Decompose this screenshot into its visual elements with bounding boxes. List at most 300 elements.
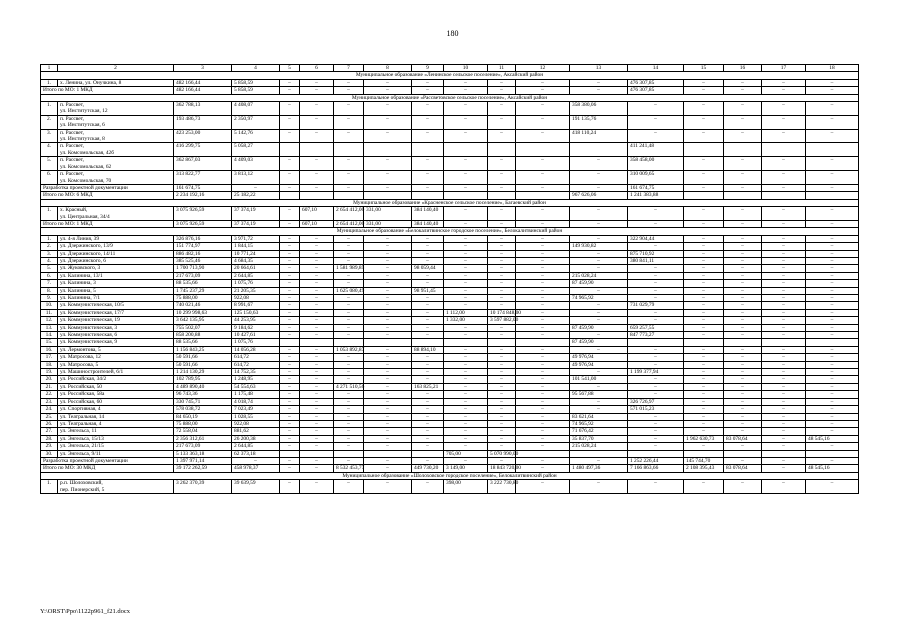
building-address bbox=[58, 406, 174, 413]
value-cell: – bbox=[488, 332, 516, 339]
value-cell: – bbox=[444, 413, 488, 420]
address-line: ул. Энгельса, 9/11 bbox=[60, 450, 101, 457]
value-cell: 10 771,24 bbox=[232, 250, 280, 257]
value-cell bbox=[806, 143, 859, 157]
value-cell: 2 644,85 bbox=[232, 443, 280, 450]
value-cell: 4 409,03 bbox=[232, 157, 280, 171]
building-row bbox=[41, 435, 859, 442]
value-cell: – bbox=[364, 302, 412, 309]
value-cell: – bbox=[334, 302, 364, 309]
value-cell: – bbox=[444, 257, 488, 264]
value-cell: – bbox=[300, 79, 334, 86]
value-cell: – bbox=[806, 265, 859, 272]
building-row bbox=[41, 243, 859, 250]
building-row bbox=[41, 171, 859, 185]
value-cell: – bbox=[570, 369, 628, 376]
value-cell: – bbox=[444, 272, 488, 279]
value-cell: – bbox=[724, 257, 762, 264]
value-cell: 151 774,97 bbox=[174, 243, 232, 250]
value-cell: 83 621,64 bbox=[570, 413, 628, 420]
value-cell: – bbox=[364, 243, 412, 250]
value-cell: 215 028,24 bbox=[570, 443, 628, 450]
row-number: 18. bbox=[41, 361, 58, 368]
value-cell: 416 299,75 bbox=[174, 143, 232, 157]
address-line: ул. Театральная, 14 bbox=[60, 413, 105, 420]
value-cell: – bbox=[412, 317, 444, 324]
value-cell: – bbox=[724, 376, 762, 383]
building-row bbox=[41, 143, 859, 157]
value-cell: 4 489 890,40 bbox=[174, 383, 232, 390]
value-cell: – bbox=[684, 420, 724, 427]
address-line: п. Рассвет, bbox=[60, 115, 84, 122]
value-cell: – bbox=[300, 87, 334, 94]
value-cell: – bbox=[806, 324, 859, 331]
value-cell: – bbox=[300, 295, 334, 302]
value-cell: – bbox=[762, 480, 806, 494]
value-cell: 1 241 383,88 bbox=[628, 192, 684, 199]
value-cell: – bbox=[516, 457, 570, 464]
value-cell: 1 397 971,14 bbox=[174, 457, 232, 464]
value-cell: – bbox=[280, 428, 300, 435]
value-cell: – bbox=[762, 406, 806, 413]
value-cell: – bbox=[280, 257, 300, 264]
value-cell bbox=[364, 192, 412, 199]
address-line: ул. Комсомольская, 62 bbox=[60, 163, 112, 170]
value-cell: – bbox=[364, 361, 412, 368]
value-cell: – bbox=[724, 235, 762, 242]
row-number: 9. bbox=[41, 295, 58, 302]
value-cell: – bbox=[488, 171, 516, 185]
value-cell: 1 199 377,94 bbox=[628, 369, 684, 376]
value-cell: – bbox=[762, 207, 806, 221]
building-address bbox=[58, 420, 174, 427]
value-cell: 1 625 080,49 bbox=[334, 287, 364, 294]
value-cell: – bbox=[488, 361, 516, 368]
value-cell: – bbox=[364, 317, 412, 324]
value-cell: – bbox=[334, 184, 364, 191]
address-line: ул. Лермонтова, 5 bbox=[60, 346, 101, 353]
municipality-header-row bbox=[41, 94, 859, 101]
value-cell: 101 541,00 bbox=[570, 376, 628, 383]
value-cell: 330 745,71 bbox=[174, 398, 232, 405]
address-line: пер. Пионерский, 5 bbox=[60, 486, 105, 493]
value-cell: – bbox=[570, 317, 628, 324]
address-line: ул. Коммунистическая, 17/7 bbox=[60, 309, 125, 316]
value-cell: 881,62 bbox=[232, 428, 280, 435]
value-cell: 659 257,55 bbox=[628, 324, 684, 331]
value-cell: 3 597 882,00 bbox=[488, 317, 516, 324]
value-cell: – bbox=[684, 207, 724, 221]
value-cell: – bbox=[684, 184, 724, 191]
value-cell: – bbox=[364, 171, 412, 185]
value-cell: – bbox=[280, 102, 300, 116]
value-cell: – bbox=[280, 324, 300, 331]
value-cell: 3 813,12 bbox=[232, 171, 280, 185]
address-line: ул. Энгельса, 21/15 bbox=[60, 443, 104, 450]
value-cell: – bbox=[570, 87, 628, 94]
value-cell: – bbox=[516, 265, 570, 272]
value-cell: – bbox=[516, 257, 570, 264]
row-number: 1. bbox=[41, 235, 58, 242]
municipality-title: Муниципальное образование «Белокалитвинское городское поселение», Белокалитвинский район bbox=[41, 228, 859, 235]
value-cell: – bbox=[334, 428, 364, 435]
value-cell bbox=[412, 192, 444, 199]
building-row bbox=[41, 309, 859, 316]
value-cell: 49 976,94 bbox=[570, 354, 628, 361]
building-address bbox=[58, 171, 174, 185]
value-cell: – bbox=[488, 115, 516, 129]
building-address bbox=[58, 398, 174, 405]
value-cell: – bbox=[280, 480, 300, 494]
value-cell: – bbox=[364, 87, 412, 94]
address-line: ул. Калинина, 5 bbox=[60, 287, 96, 294]
value-cell: 1 581 989,85 bbox=[334, 265, 364, 272]
value-cell bbox=[444, 339, 488, 346]
value-cell: – bbox=[488, 287, 516, 294]
value-cell: – bbox=[684, 317, 724, 324]
value-cell: – bbox=[334, 435, 364, 442]
value-cell: 75 888,00 bbox=[174, 420, 232, 427]
value-cell: 1 075,76 bbox=[232, 339, 280, 346]
value-cell: 217 673,09 bbox=[174, 443, 232, 450]
total-row bbox=[41, 184, 859, 191]
value-cell: – bbox=[806, 317, 859, 324]
value-cell: – bbox=[570, 480, 628, 494]
building-row bbox=[41, 376, 859, 383]
building-row bbox=[41, 420, 859, 427]
value-cell: – bbox=[412, 480, 444, 494]
value-cell bbox=[516, 192, 570, 199]
value-cell bbox=[516, 450, 570, 457]
value-cell: – bbox=[684, 332, 724, 339]
value-cell: 125 150,63 bbox=[232, 309, 280, 316]
value-cell: – bbox=[364, 332, 412, 339]
value-cell: 1 844,15 bbox=[232, 243, 280, 250]
value-cell: – bbox=[724, 171, 762, 185]
value-cell: 14 056,28 bbox=[232, 346, 280, 353]
value-cell: 326 726,97 bbox=[628, 398, 684, 405]
value-cell bbox=[806, 192, 859, 199]
value-cell bbox=[684, 143, 724, 157]
building-address bbox=[58, 115, 174, 129]
value-cell: – bbox=[334, 398, 364, 405]
row-number: 14. bbox=[41, 332, 58, 339]
value-cell: – bbox=[412, 129, 444, 143]
address-line: ул. Центральная, 34/4 bbox=[60, 213, 110, 220]
building-row bbox=[41, 257, 859, 264]
value-cell: 20 664,61 bbox=[232, 265, 280, 272]
building-row bbox=[41, 369, 859, 376]
value-cell: – bbox=[570, 235, 628, 242]
value-cell: – bbox=[280, 115, 300, 129]
building-row bbox=[41, 207, 859, 221]
value-cell: – bbox=[724, 309, 762, 316]
building-row bbox=[41, 272, 859, 279]
value-cell: – bbox=[412, 369, 444, 376]
building-address bbox=[58, 280, 174, 287]
value-cell: – bbox=[762, 115, 806, 129]
value-cell: – bbox=[280, 406, 300, 413]
building-row bbox=[41, 428, 859, 435]
value-cell: – bbox=[300, 369, 334, 376]
value-cell bbox=[724, 450, 762, 457]
value-cell: 74 965,92 bbox=[570, 295, 628, 302]
value-cell: 1 962 630,73 bbox=[684, 435, 724, 442]
address-line: ул. Матросова, 12 bbox=[60, 354, 101, 361]
value-cell: – bbox=[280, 184, 300, 191]
value-cell: – bbox=[364, 295, 412, 302]
value-cell: – bbox=[300, 420, 334, 427]
value-cell: – bbox=[684, 220, 724, 227]
value-cell: 607,10 bbox=[300, 207, 334, 221]
value-cell: – bbox=[488, 87, 516, 94]
value-cell: – bbox=[684, 346, 724, 353]
value-cell: – bbox=[684, 443, 724, 450]
value-cell: – bbox=[280, 317, 300, 324]
value-cell: – bbox=[334, 115, 364, 129]
building-address bbox=[58, 143, 174, 157]
value-cell: – bbox=[516, 346, 570, 353]
value-cell: – bbox=[412, 413, 444, 420]
capital-repair-table bbox=[40, 64, 859, 494]
address-line: ул. Институтская, 12 bbox=[60, 108, 108, 115]
municipality-header-row bbox=[41, 72, 859, 79]
value-cell bbox=[300, 143, 334, 157]
total-label: Итого по МО: 6 МКД bbox=[41, 192, 174, 199]
value-cell: 380 841,11 bbox=[628, 257, 684, 264]
value-cell: – bbox=[762, 302, 806, 309]
value-cell: 98 059,44 bbox=[412, 265, 444, 272]
value-cell: – bbox=[516, 435, 570, 442]
value-cell: – bbox=[334, 332, 364, 339]
row-number: 17. bbox=[41, 354, 58, 361]
value-cell: – bbox=[364, 324, 412, 331]
value-cell: – bbox=[334, 171, 364, 185]
value-cell: – bbox=[684, 280, 724, 287]
value-cell: – bbox=[300, 280, 334, 287]
value-cell bbox=[280, 339, 300, 346]
municipality-title: Муниципальное образование «Красненское сельское поселение», Багаевский район bbox=[41, 199, 859, 206]
value-cell: 384 140,40 bbox=[412, 220, 444, 227]
value-cell: – bbox=[516, 302, 570, 309]
value-cell: – bbox=[444, 295, 488, 302]
value-cell: – bbox=[762, 435, 806, 442]
row-number: 16. bbox=[41, 346, 58, 353]
value-cell: 217 673,09 bbox=[174, 272, 232, 279]
value-cell: – bbox=[412, 295, 444, 302]
value-cell: – bbox=[334, 102, 364, 116]
value-cell: – bbox=[300, 324, 334, 331]
value-cell: – bbox=[762, 465, 806, 472]
value-cell: – bbox=[724, 332, 762, 339]
building-row bbox=[41, 129, 859, 143]
value-cell: – bbox=[300, 435, 334, 442]
value-cell: – bbox=[364, 398, 412, 405]
value-cell: – bbox=[412, 391, 444, 398]
value-cell: – bbox=[516, 428, 570, 435]
value-cell bbox=[334, 143, 364, 157]
row-number: 1. bbox=[41, 79, 58, 86]
value-cell: – bbox=[280, 79, 300, 86]
value-cell: – bbox=[300, 457, 334, 464]
address-line: ул. Матросова, 5 bbox=[60, 361, 99, 368]
value-cell: – bbox=[724, 295, 762, 302]
building-row bbox=[41, 265, 859, 272]
building-row bbox=[41, 361, 859, 368]
value-cell: 384 140,40 bbox=[412, 207, 444, 221]
value-cell: – bbox=[684, 480, 724, 494]
building-row bbox=[41, 324, 859, 331]
value-cell: – bbox=[444, 428, 488, 435]
value-cell: 4 408,07 bbox=[232, 102, 280, 116]
row-number: 2. bbox=[41, 115, 58, 129]
value-cell: 88 535,66 bbox=[174, 280, 232, 287]
address-line: ул. Театральная, 4 bbox=[60, 420, 102, 427]
value-cell bbox=[334, 192, 364, 199]
value-cell: 1 156 843,25 bbox=[174, 346, 232, 353]
value-cell: 705,00 bbox=[444, 450, 488, 457]
value-cell: – bbox=[806, 332, 859, 339]
value-cell: – bbox=[280, 332, 300, 339]
value-cell: 10 299 998,63 bbox=[174, 309, 232, 316]
value-cell: – bbox=[684, 265, 724, 272]
value-cell: – bbox=[444, 383, 488, 390]
value-cell: – bbox=[280, 171, 300, 185]
value-cell: – bbox=[724, 354, 762, 361]
row-number: 1. bbox=[41, 207, 58, 221]
value-cell: – bbox=[570, 171, 628, 185]
value-cell: – bbox=[628, 129, 684, 143]
value-cell: – bbox=[364, 391, 412, 398]
value-cell: – bbox=[684, 102, 724, 116]
value-cell: – bbox=[516, 243, 570, 250]
value-cell: – bbox=[488, 102, 516, 116]
value-cell: 358 380,06 bbox=[570, 102, 628, 116]
value-cell: – bbox=[488, 413, 516, 420]
value-cell: – bbox=[412, 79, 444, 86]
value-cell: 1 745 237,29 bbox=[174, 287, 232, 294]
value-cell: – bbox=[628, 207, 684, 221]
value-cell: – bbox=[412, 171, 444, 185]
total-label: Итого по МО: 1 МКД bbox=[41, 87, 174, 94]
value-cell: – bbox=[628, 391, 684, 398]
value-cell: 385 525,46 bbox=[174, 257, 232, 264]
value-cell bbox=[412, 143, 444, 157]
value-cell bbox=[724, 339, 762, 346]
value-cell: – bbox=[628, 383, 684, 390]
value-cell: 2 654 412,00 bbox=[334, 207, 364, 221]
value-cell: – bbox=[300, 406, 334, 413]
value-cell: 87 459,90 bbox=[570, 339, 628, 346]
value-cell: – bbox=[684, 413, 724, 420]
value-cell: – bbox=[684, 369, 724, 376]
value-cell: 7 166 863,66 bbox=[628, 465, 684, 472]
value-cell: 1 214 130,29 bbox=[174, 369, 232, 376]
address-line: ул. Коммунистическая, 3 bbox=[60, 324, 118, 331]
building-row bbox=[41, 280, 859, 287]
value-cell: – bbox=[364, 346, 412, 353]
value-cell: – bbox=[444, 354, 488, 361]
value-cell: – bbox=[300, 115, 334, 129]
value-cell: – bbox=[628, 280, 684, 287]
value-cell: – bbox=[724, 287, 762, 294]
address-line: ул. Российская, 58а bbox=[60, 391, 105, 398]
value-cell: – bbox=[300, 129, 334, 143]
value-cell: 4 271 510,56 bbox=[334, 383, 364, 390]
address-line: ул. Коммунистическая, 10/5 bbox=[60, 302, 125, 309]
value-cell: – bbox=[724, 272, 762, 279]
value-cell: – bbox=[516, 207, 570, 221]
value-cell: – bbox=[628, 354, 684, 361]
value-cell: – bbox=[364, 129, 412, 143]
value-cell bbox=[684, 339, 724, 346]
value-cell: 2 644,85 bbox=[232, 272, 280, 279]
value-cell bbox=[762, 450, 806, 457]
value-cell: – bbox=[300, 102, 334, 116]
value-cell: – bbox=[364, 435, 412, 442]
value-cell: – bbox=[724, 302, 762, 309]
value-cell: – bbox=[628, 361, 684, 368]
value-cell: – bbox=[762, 420, 806, 427]
building-address bbox=[58, 480, 174, 494]
value-cell: 25 182,22 bbox=[232, 192, 280, 199]
value-cell bbox=[516, 143, 570, 157]
total-row bbox=[41, 465, 859, 472]
value-cell: 5 058,27 bbox=[232, 143, 280, 157]
value-cell: – bbox=[488, 324, 516, 331]
value-cell: – bbox=[806, 184, 859, 191]
building-row bbox=[41, 295, 859, 302]
value-cell: – bbox=[806, 309, 859, 316]
value-cell: – bbox=[444, 171, 488, 185]
value-cell: – bbox=[412, 428, 444, 435]
value-cell: – bbox=[364, 465, 412, 472]
value-cell: – bbox=[364, 235, 412, 242]
value-cell: 313 822,77 bbox=[174, 171, 232, 185]
value-cell: – bbox=[516, 354, 570, 361]
row-number: 6. bbox=[41, 272, 58, 279]
value-cell: – bbox=[412, 115, 444, 129]
address-line: ул. Комсомольская, 70 bbox=[60, 177, 112, 184]
value-cell: – bbox=[516, 129, 570, 143]
value-cell: – bbox=[806, 171, 859, 185]
value-cell: – bbox=[412, 243, 444, 250]
value-cell: – bbox=[364, 265, 412, 272]
value-cell: – bbox=[488, 369, 516, 376]
column-number-cell: 2 bbox=[58, 65, 174, 72]
value-cell: – bbox=[334, 129, 364, 143]
address-line: ул. Комсомольская, 42б bbox=[60, 149, 114, 156]
value-cell: – bbox=[280, 280, 300, 287]
address-line: ул. Машиностроителей, 6/1 bbox=[60, 369, 124, 376]
value-cell: – bbox=[444, 79, 488, 86]
row-number: 5. bbox=[41, 265, 58, 272]
value-cell: – bbox=[516, 309, 570, 316]
value-cell: – bbox=[412, 87, 444, 94]
value-cell bbox=[412, 450, 444, 457]
value-cell: – bbox=[280, 220, 300, 227]
value-cell: – bbox=[232, 184, 280, 191]
column-number-cell: 17 bbox=[762, 65, 806, 72]
value-cell: – bbox=[806, 406, 859, 413]
value-cell bbox=[280, 450, 300, 457]
column-number-cell: 8 bbox=[364, 65, 412, 72]
row-number: 19. bbox=[41, 369, 58, 376]
address-line: п. Рассвет, bbox=[60, 143, 84, 150]
value-cell: 95 567,88 bbox=[570, 391, 628, 398]
value-cell: – bbox=[724, 115, 762, 129]
value-cell: 482 166,44 bbox=[174, 87, 232, 94]
